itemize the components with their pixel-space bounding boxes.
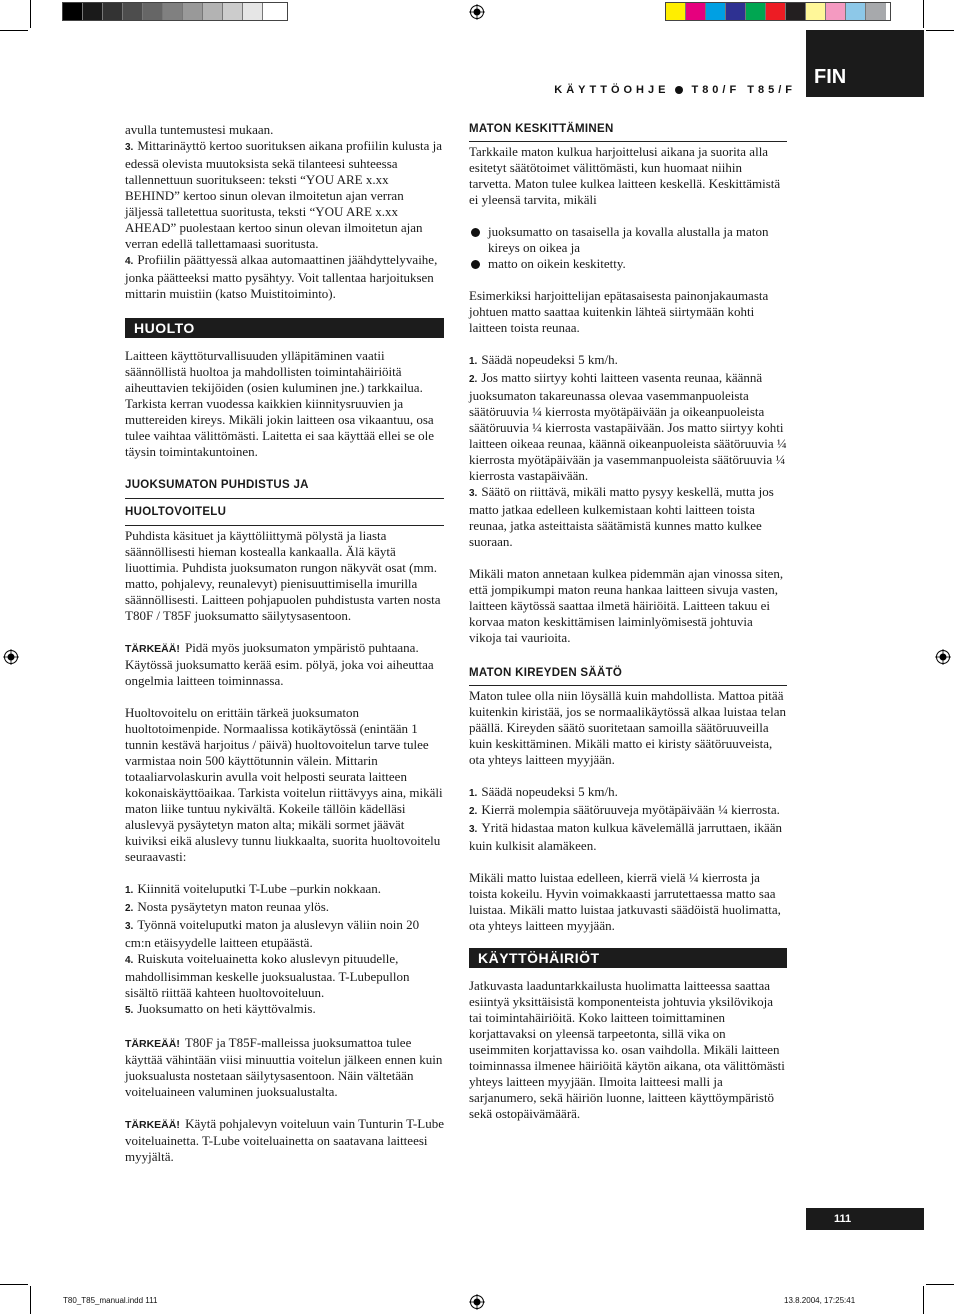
step-item: 2. Kierrä molempia säätöruuveja myötäpäivään ¼ kierrosta. — [469, 802, 780, 817]
tension-steps — [469, 784, 787, 854]
step-3: 3. Mittarinäyttö kertoo suorituksen aikana profiilin kulusta ja edessä olevista muutoksista sekä tilanteesi suhteessa tallennettuun suoritukseen: teksti “YOU ARE x.xx BEHIND” kertoo sinun olevan ilmoitetun ajan verran jäljessä talletettua suoritusta, teksti “YOU ARE x.xx AHEAD” puolestaan kertoo sinun olevan ilmoitetun ajan verran edellä tallettamaasi suoritusta. — [125, 138, 443, 251]
tension-intro: Maton tulee olla niin löysällä kuin mahdollista. Mattoa pitää kuitenkin kiristää, jos se normaalikäytössä alkaa luistaa telan päällä. Kireyden säätö suoritetaan samoilla säätöruuveilla kuin keskittäminen. Mikäli matto ei kiristy säätöruuveista, ota yhteys laitteen myyjään. — [469, 688, 786, 767]
faults-paragraph: Jatkuvasta laaduntarkkailusta huolimatta laitteessa saattaa esiintyä yksittäisistä komponenteista johtuvia yksilövikoja tai toimintahäiriöitä. Koko laitteen toimittaminen korjattavaksi on yleensä tarpeetonta, sillä vika on useimmiten korjattavissa ko. osan vaihdolla. Mikäli laitteen toiminnassa ilmenee häiriöitä käytön aikana, ota välittömästi yhteys laitteen myyjään. Ilmoita laitteesi malli ja sarjanumero, sekä häiriön luonne, laitteen käyttöympäristö sekä ostopäivämäärä. — [469, 978, 785, 1121]
right-column — [469, 122, 787, 1122]
important-note-2: TÄRKEÄÄ! T80F ja T85F-malleissa juoksumattoa tulee käyttää vähintään viisi minuuttia voitelun jälkeen ennen kuin juoksualusta nostetaan säilytysasentoon. Näin vältetään voiteluaineen valuminen juoksualustalta. — [125, 1035, 443, 1099]
centering-warning: Mikäli maton annetaan kulkea pidemmän ajan vinossa siten, että jompikumpi maton reuna hankaa laitteen sivuja vasten, laitteen käytössä saattaa ilmetä häiriöitä. Laitteen takuu ei korvaa maton keskittämisen laiminlyömisestä johtuvia vikoja tai vaurioita. — [469, 566, 784, 645]
step-item: 2. Nosta pysäytetyn maton reunaa ylös. — [125, 899, 330, 914]
gray-swatch — [63, 3, 83, 20]
model-name: T80/F T85/F — [691, 84, 796, 96]
gray-swatch — [223, 3, 243, 20]
centering-example: Esimerkiksi harjoittelijan epätasaisesta painonjakaumasta johtuen matto saattaa kuitenkin lähteä siirtymään kohti laitteen toista reunaa. — [469, 288, 769, 335]
language-tab — [806, 30, 924, 97]
color-swatch — [806, 3, 826, 20]
gray-swatch — [263, 3, 283, 20]
bullet-item: matto on oikein keskitetty. — [469, 256, 787, 272]
centering-conditions — [469, 224, 787, 272]
color-swatch — [766, 3, 786, 20]
step-item: 1. Säädä nopeudeksi 5 km/h. — [469, 784, 618, 799]
subheading-centering: MATON KESKITTÄMINEN — [469, 122, 787, 142]
color-swatch — [866, 3, 886, 20]
page-number: 111 — [806, 1208, 924, 1230]
registration-mark-top — [469, 4, 485, 20]
step-item: 3. Säätö on riittävä, mikäli matto pysyy keskellä, mutta jos matto jatkaa edelleen kulkemistaan kohti laitteen toista reunaa, jatka asteittaista säätämistä kunnes matto kulkee suoraan. — [469, 484, 774, 549]
step-4: 4. Profiilin päättyessä alkaa automaattinen jäähdyttelyvaihe, jonka päätteeksi matto pysähtyy. Voit tallentaa harjoituksen mittarin muistiin (katso Muistitoiminto). — [125, 252, 438, 301]
gray-swatch — [83, 3, 103, 20]
step-item: 1. Kiinnitä voiteluputki T-Lube –purkin nokkaan. — [125, 881, 382, 896]
registration-mark-bottom — [469, 1294, 485, 1310]
gray-swatch — [183, 3, 203, 20]
cleaning-paragraph: Puhdista käsituet ja käyttöliittymä pölystä ja liasta säännöllisesti hieman kostealla kankaalla. Älä käytä liuottimia. Puhdista juoksumaton rungon näkyvät osat (mm. matto, pohjalevy, reunalevyt) pienisuuttimisella imurilla säännöllisesti. Laitteen pohjapuolen puhdistusta varten nosta T80F / T85F juoksumatto säilytysasentoon. — [125, 528, 441, 623]
gray-swatch — [123, 3, 143, 20]
gray-swatch — [243, 3, 263, 20]
lubrication-steps — [125, 881, 444, 1019]
footer-file: T80_T85_manual.indd 111 — [63, 1296, 158, 1305]
running-header — [554, 84, 796, 96]
important-note-3: TÄRKEÄÄ! Käytä pohjalevyn voiteluun vain Tunturin T-Lube voiteluainetta. T-Lube voiteluainetta on saatavana laitteesi myyjältä. — [125, 1116, 444, 1164]
gray-swatch — [103, 3, 123, 20]
color-swatch — [686, 3, 706, 20]
color-swatch — [826, 3, 846, 20]
centering-intro: Tarkkaile maton kulkua harjoittelusi aikana ja suorita alla esitetyt säätötoimet välittömästi, kun huomaat niihin tarvetta. Maton tulee kulkea laitteen keskellä. Keskittämistä ei yleensä tarvita, mikäli — [469, 144, 781, 207]
centering-steps — [469, 352, 787, 550]
gray-swatch — [143, 3, 163, 20]
step-item: 5. Juoksumatto on heti käyttövalmis. — [125, 1001, 316, 1016]
section-title-huolto: HUOLTO — [125, 318, 444, 338]
huolto-paragraph: Laitteen käyttöturvallisuuden ylläpitäminen vaatii säännöllistä huoltoa ja mahdollisten toimintahäiriöitä aiheuttavien tekijöiden (osien kuluminen jne.) tarkkailua. Tarkista kerran vuodessa kaikkien kiinnitysruuvien ja muttereiden kireys. Mikäli jokin laitteen osa vikaantuu, osa tulee vaihtaa välittömästi. Laitetta ei saa käyttää ellei se ole täysin toimintakuntoinen. — [125, 348, 434, 459]
grayscale-calibration-bar — [62, 2, 288, 21]
color-calibration-bar — [665, 2, 891, 21]
color-swatch — [786, 3, 806, 20]
section-title-faults: KÄYTTÖHÄIRIÖT — [469, 948, 787, 968]
left-column — [125, 122, 444, 1165]
tension-outro: Mikäli matto luistaa edelleen, kierrä vielä ¼ kierrosta ja toista kokeilu. Hyvin voimakkaasti jarrutettaessa matto saa luistaa. Mikäli matto luistaa jatkuvasti säädöistä huolimatta, ota yhteys laitteen myyjään. — [469, 870, 781, 933]
color-swatch — [706, 3, 726, 20]
bullet-item: juoksumatto on tasaisella ja kovalla alustalla ja maton kireys on oikea ja — [469, 224, 787, 256]
step-item: 1. Säädä nopeudeksi 5 km/h. — [469, 352, 618, 367]
running-title: KÄYTTÖOHJE — [554, 84, 670, 96]
color-swatch — [726, 3, 746, 20]
footer-timestamp: 13.8.2004, 17:25:41 — [784, 1296, 856, 1305]
step-item: 2. Jos matto siirtyy kohti laitteen vasenta reunaa, käännä juoksumaton takareunassa olevaa vasemmanpuoleista säätöruuvia ¼ kierrosta myötäpäivään ja oikeanpuoleista säätöruuvia ¼ kierrosta vastapäivään. Jos matto siirtyy kohti laitteen oikeaa reunaa, käännä oikeanpuoleista säätöruuvia ¼ kierrosta myötäpäivään ja vasemmanpuoleista säätöruuvia ¼ kierrosta vastapäivään. — [469, 370, 787, 483]
step-item: 4. Ruiskuta voiteluainetta koko aluslevyn pituudelle, mahdollisimman keskelle juoksualustaa. T-Lubepullon sisältö riittää kahteen huoltovoiteluun. — [125, 951, 410, 1000]
registration-mark-right — [935, 649, 951, 665]
important-note-1: TÄRKEÄÄ! Pidä myös juoksumaton ympäristö puhtaana. Käytössä juoksumatto kerää esim. pölyä, joka voi aiheuttaa ongelmia laitteen toiminnassa. — [125, 640, 434, 688]
bullet-dot-icon — [675, 86, 683, 94]
color-swatch — [746, 3, 766, 20]
registration-mark-left — [3, 649, 19, 665]
step-item: 3. Työnnä voiteluputki maton ja aluslevyn väliin noin 20 cm:n etäisyydelle laitteen etupäästä. — [125, 917, 420, 950]
color-swatch — [666, 3, 686, 20]
language-tab-label: FIN — [814, 66, 847, 88]
gray-swatch — [203, 3, 223, 20]
subheading-cleaning-1: JUOKSUMATON PUHDISTUS JA — [125, 470, 444, 499]
intro-end: avulla tuntemustesi mukaan. — [125, 122, 274, 137]
gray-swatch — [163, 3, 183, 20]
step-item: 3. Yritä hidastaa maton kulkua kävelemällä jarruttaen, ikään kuin kulkisit alamäkeen. — [469, 820, 783, 853]
subheading-tension: MATON KIREYDEN SÄÄTÖ — [469, 662, 787, 686]
subheading-cleaning-2: HUOLTOVOITELU — [125, 499, 444, 526]
color-swatch — [846, 3, 866, 20]
lubrication-paragraph: Huoltovoitelu on erittäin tärkeä juoksumaton huoltotoimenpide. Normaalissa kotikäytössä (enintään 1 tunnin kestävä harjoitus / päivä) huoltovoitelun tarve tulee varmistaa noin 500 käyttötunnin välein. Mittarin totaaliarvolaskurin avulla voit helposti seurata laitteen kokonaiskäyttöaikaa. Tarkista voitelun riittävyys aina, mikäli maton liike tuntuu nykivältä. Kokeile tällöin kädelläsi aluslevyä pysäytetyn maton alta; mikäli sormet jäävät kuiviksi eikä aluslevy tunnu liukkaalta, suorita huoltovoitelu seuraavasti: — [125, 705, 443, 864]
